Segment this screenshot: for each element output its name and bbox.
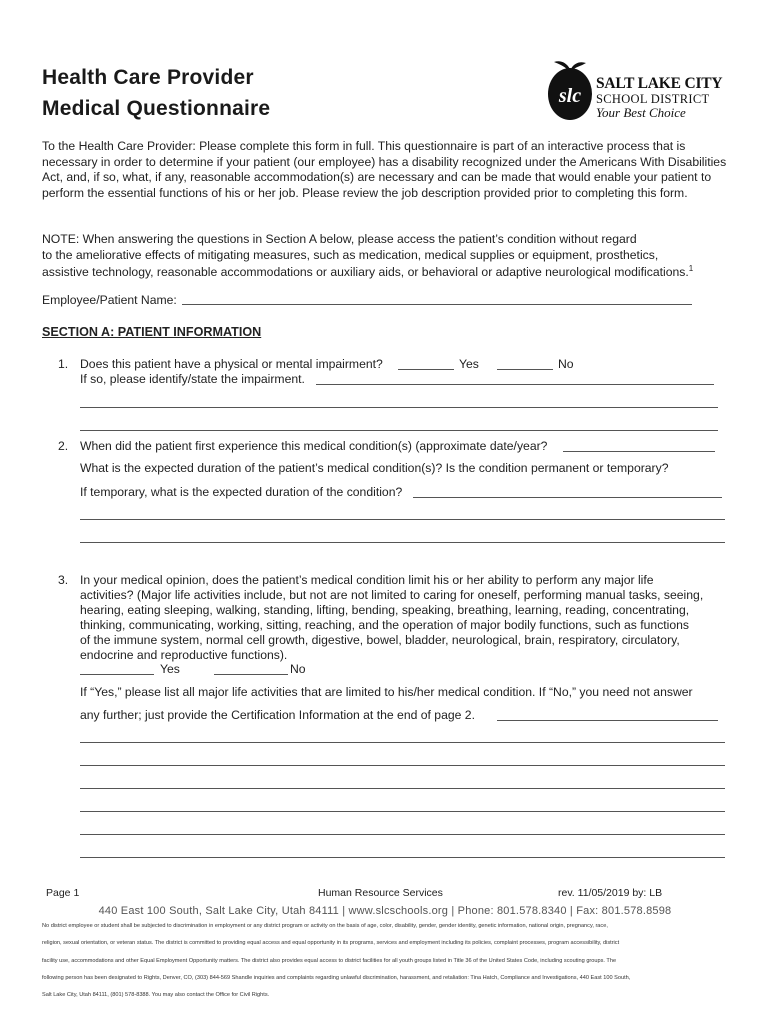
intro-paragraph: To the Health Care Provider: Please complete this form in full. This questionnaire is part of an interactive process that is necessary in order to determine if your patient (our employee) has a disability recognized under the Americans With Disabilities Act, and, if so, what, if any, reasonable accommodation(s) are necessary and can be made that would enable your patient to perform the essential functions of his or her job. Please review the job description provided prior to completing this form. bbox=[42, 139, 727, 200]
logo-mark-text: slc bbox=[558, 85, 582, 107]
note-line2: to the ameliorative effects of mitigating measures, such as medication, medical supplies or equipment, prosthetics, bbox=[42, 248, 659, 262]
q2-date-field[interactable] bbox=[563, 451, 715, 452]
q3-yes-blank[interactable] bbox=[80, 674, 154, 675]
q3-answer-line[interactable] bbox=[80, 765, 725, 766]
notice-line: Salt Lake City, Utah 84111, (801) 578-8388. You may also contact the Office for Civil Rights. bbox=[42, 992, 270, 999]
notice-line: No district employee or student shall be subjected to discrimination in employment or any district program or activity on the basis of age, color, disability, gender, gender identity, genetic information, national origin, pregnancy, race, bbox=[42, 923, 608, 929]
q2-line3: If temporary, what is the expected duration of the condition? bbox=[80, 485, 403, 499]
q3-line: of the immune system, normal cell growth, digestive, bowel, bladder, neurological, brain, respiratory, circulatory, bbox=[80, 633, 680, 647]
q3-followup-field[interactable] bbox=[497, 720, 718, 721]
footer-address: 440 East 100 South, Salt Lake City, Utah 84111 | www.slcschools.org | Phone: 801.578.8340 | Fax: 801.578.8598 bbox=[98, 905, 672, 917]
logo-line1: SALT LAKE CITY bbox=[596, 75, 723, 92]
q1-text: Does this patient have a physical or mental impairment? bbox=[80, 357, 383, 371]
q3-number: 3. bbox=[58, 573, 69, 587]
q3-no-blank[interactable] bbox=[214, 674, 288, 675]
q3-line: endocrine and reproductive functions). bbox=[80, 648, 288, 662]
notice-line: religion, sexual orientation, or veteran status. The district is committed to providing equal access and equal opportunity in its programs, services and employment including its policies, complaint processes, program accessibility, district bbox=[42, 940, 620, 947]
form-title-line2: Medical Questionnaire bbox=[42, 97, 271, 120]
page-number: Page 1 bbox=[46, 887, 80, 899]
q3-line: thinking, communicating, working, sitting, reaching, and the operation of major bodily functions, such as functions bbox=[80, 618, 690, 632]
footer-revision: rev. 11/05/2019 by: LB bbox=[558, 887, 663, 899]
notice-line: following person has been designated to Rights, Denver, CO, (303) 844-569 Shandle inquiries and complaints regarding unlawful discrimination, harassment, and retaliation: Tina Hatch, Compliance and Investigations, 440 East 100 South, bbox=[42, 974, 631, 981]
employee-name-label: Employee/Patient Name: bbox=[42, 293, 177, 307]
q3-followup2: any further; just provide the Certification Information at the end of page 2. bbox=[80, 708, 475, 722]
footer-notice bbox=[42, 918, 732, 1004]
q1-number: 1. bbox=[58, 357, 69, 371]
q1-yes-blank[interactable] bbox=[398, 369, 454, 370]
form-title-line1: Health Care Provider bbox=[42, 66, 254, 89]
q1-no-blank[interactable] bbox=[497, 369, 553, 370]
logo-tagline: Your Best Choice bbox=[596, 105, 686, 120]
q3-no-label: No bbox=[290, 662, 306, 676]
section-a-title: SECTION A: PATIENT INFORMATION bbox=[42, 325, 262, 339]
q3-line: In your medical opinion, does the patient’s medical condition limit his or her ability to perform any major life bbox=[80, 573, 654, 587]
note-line1: NOTE: When answering the questions in Section A below, please access the patient’s condition without regard bbox=[42, 232, 637, 246]
q1-no-label: No bbox=[558, 357, 574, 371]
q2-answer-line[interactable] bbox=[80, 542, 725, 543]
employee-name-field[interactable] bbox=[182, 304, 692, 305]
logo-line2: SCHOOL DISTRICT bbox=[596, 91, 710, 106]
q3-line: activities? (Major life activities include, but not are not limited to caring for oneself, performing manual tasks, seeing, bbox=[80, 588, 704, 602]
note-line3: assistive technology, reasonable accommodations or auxiliary aids, or behavioral or adaptive neurological modifications.$^1$ bbox=[42, 264, 694, 280]
q3-answer-line[interactable] bbox=[80, 834, 725, 835]
q1-answer-line[interactable] bbox=[80, 407, 718, 408]
footnote-marker: 1 bbox=[688, 264, 694, 273]
district-logo-mark bbox=[540, 58, 600, 124]
q2-line2: What is the expected duration of the patient’s medical condition(s)? Is the condition permanent or temporary? bbox=[80, 461, 669, 475]
district-logo bbox=[540, 58, 745, 124]
q2-duration-field[interactable] bbox=[413, 497, 722, 498]
q1-followup: If so, please identify/state the impairment. bbox=[80, 372, 305, 386]
q1-impairment-field[interactable] bbox=[316, 384, 714, 385]
footer-department: Human Resource Services bbox=[318, 887, 443, 899]
q3-line: hearing, eating sleeping, walking, standing, lifting, bending, speaking, breathing, learning, reading, concentrating, bbox=[80, 603, 690, 617]
q2-number: 2. bbox=[58, 439, 69, 453]
q3-yes-label: Yes bbox=[160, 662, 180, 676]
q2-answer-line[interactable] bbox=[80, 519, 725, 520]
notice-line: facility use, accommodations and other Equal Employment Opportunity matters. The district also provides equal access to district facilities for all youth groups listed in Title 36 of the United States Code, including scouting groups. The bbox=[42, 957, 617, 964]
q3-answer-line[interactable] bbox=[80, 811, 725, 812]
q3-answer-line[interactable] bbox=[80, 857, 725, 858]
q2-text: When did the patient first experience this medical condition(s) (approximate date/year? bbox=[80, 439, 548, 453]
q1-yes-label: Yes bbox=[459, 357, 479, 371]
q3-answer-line[interactable] bbox=[80, 788, 725, 789]
q1-answer-line[interactable] bbox=[80, 430, 718, 431]
q3-followup1: If “Yes,” please list all major life activities that are limited to his/her medical condition. If “No,” you need not answer bbox=[80, 685, 693, 699]
q3-answer-line[interactable] bbox=[80, 742, 725, 743]
